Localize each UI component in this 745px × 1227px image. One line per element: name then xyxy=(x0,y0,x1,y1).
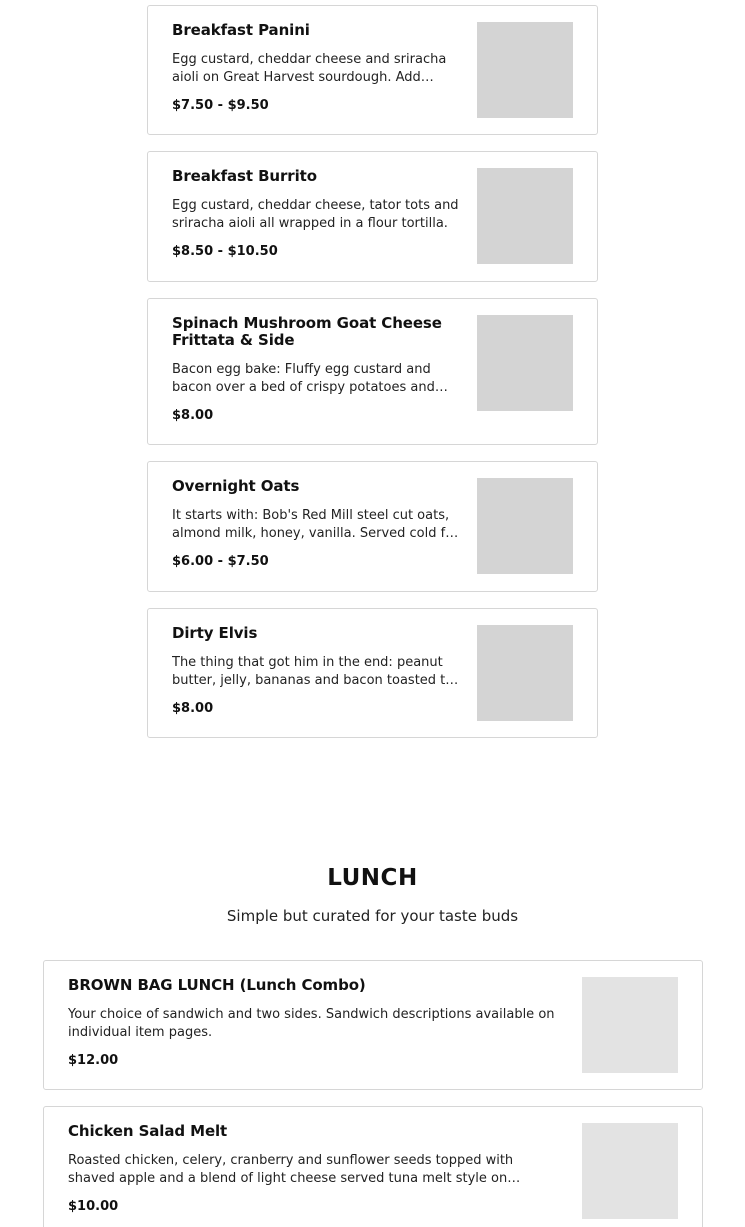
menu-item-text xyxy=(68,977,560,1069)
menu-item-image-placeholder xyxy=(477,478,573,574)
menu-item-image-placeholder xyxy=(582,1123,678,1219)
menu-item-description: Egg custard, cheddar cheese, tator tots and sriracha aioli all wrapped in a flour tortilla. xyxy=(172,198,459,231)
menu-item-description: Bacon egg bake: Fluffy egg custard and bacon over a bed of crispy potatoes and xyxy=(172,362,435,395)
menu-item-title: Dirty Elvis xyxy=(172,624,258,642)
menu-item-title: Spinach Mushroom Goat Cheese Frittata & Side xyxy=(172,314,442,349)
menu-item-price: $7.50 - $9.50 xyxy=(172,98,269,113)
menu-item-card-frittata[interactable] xyxy=(147,298,598,445)
menu-item-text xyxy=(172,315,460,424)
menu-item-image-placeholder xyxy=(477,22,573,118)
menu-item-price: $8.50 - $10.50 xyxy=(172,244,278,259)
menu-item-card-breakfast-panini[interactable] xyxy=(147,5,598,135)
menu-item-text xyxy=(172,22,460,114)
menu-item-title: Overnight Oats xyxy=(172,477,300,495)
menu-item-title: Chicken Salad Melt xyxy=(68,1122,228,1140)
menu-item-title: BROWN BAG LUNCH (Lunch Combo) xyxy=(68,976,366,994)
menu-item-title: Breakfast Panini xyxy=(172,21,310,39)
menu-item-price: $6.00 - $7.50 xyxy=(172,554,269,569)
menu-item-price: $12.00 xyxy=(68,1053,119,1068)
menu-item-image-placeholder xyxy=(477,625,573,721)
menu-item-description: The thing that got him in the end: peanut butter, jelly, bananas and bacon toasted to xyxy=(172,655,454,688)
menu-item-card-breakfast-burrito[interactable] xyxy=(147,151,598,282)
section-subtitle: Simple but curated for your taste buds xyxy=(226,907,519,925)
menu-item-title: Breakfast Burrito xyxy=(172,167,317,185)
menu-item-description: Egg custard, cheddar cheese and sriracha aioli on Great Harvest sourdough. Add xyxy=(172,52,447,85)
menu-item-image-placeholder xyxy=(477,315,573,411)
menu-item-image-placeholder xyxy=(477,168,573,264)
menu-item-description: It starts with: Bob's Red Mill steel cut oats, almond milk, honey, vanilla. Served cold for xyxy=(172,508,459,541)
menu-item-text xyxy=(172,168,460,260)
menu-item-description: Roasted chicken, celery, cranberry and sunflower seeds topped with shaved apple and a blend of light cheese served tuna melt style on xyxy=(68,1153,514,1186)
section-title: LUNCH xyxy=(327,865,418,891)
menu-item-image-placeholder xyxy=(582,977,678,1073)
menu-item-price: $8.00 xyxy=(172,408,214,423)
menu-item-text xyxy=(172,478,460,570)
menu-item-price: $10.00 xyxy=(68,1199,119,1214)
menu-item-card-dirty-elvis[interactable] xyxy=(147,608,598,738)
menu-item-description: Your choice of sandwich and two sides. Sandwich descriptions available on individual item pages. xyxy=(68,1007,555,1040)
menu-item-card-overnight-oats[interactable] xyxy=(147,461,598,592)
menu-item-price: $8.00 xyxy=(172,701,214,716)
menu-item-text xyxy=(172,625,460,717)
menu-item-card-brown-bag-lunch[interactable] xyxy=(43,960,703,1090)
menu-item-text xyxy=(68,1123,560,1215)
menu-item-card-chicken-salad-melt[interactable] xyxy=(43,1106,703,1227)
